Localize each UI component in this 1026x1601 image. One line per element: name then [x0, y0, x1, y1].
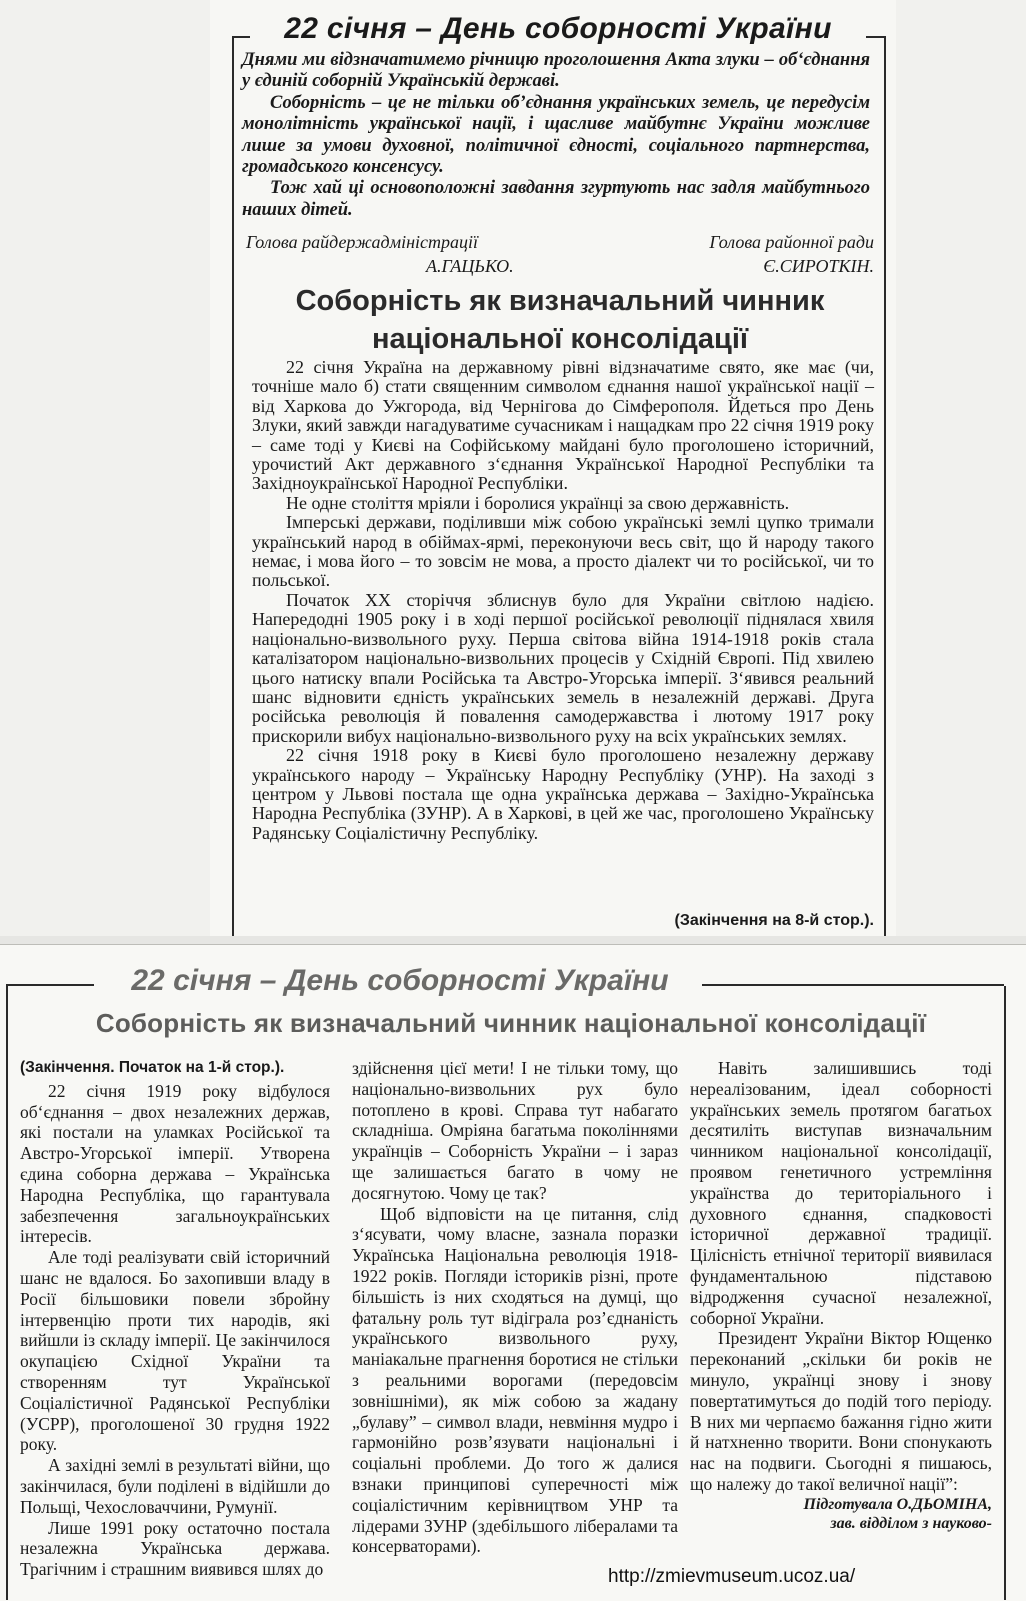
signature-title: Голова райдержадміністрації [246, 232, 479, 252]
signature-name: Є.СИРОТКІН. [763, 256, 874, 276]
top-banner-title: 22 січня – День соборності України [252, 12, 864, 46]
article-paragraph: здійснення цієї мети! І не тільки тому, що національно-визвольних рух було потоплено в крові. Справа тут набагато складніша. Омріяна багатьма поколіннями українців – Соборність України – і зараз ще залишається багато в чому не досягнутою. Чому це так? [352, 1058, 678, 1203]
article-paragraph: А західні землі в результаті війни, що закінчилася, були поділені в відійшли до Польщі, Чехословаччини, Румунії. [20, 1455, 330, 1517]
frame-rule-left [232, 36, 250, 38]
article-headline: Соборність як визначальний чинник національної консолідації [295, 285, 825, 355]
article-body [252, 358, 874, 843]
frame-rule-right [702, 984, 1004, 986]
article-paragraph: Не одне століття мріяли і боролися українці за свою державність. [286, 492, 790, 513]
article-column-1 [20, 1058, 330, 1580]
article-paragraph: Президент України Віктор Ющенко переконаний „скільки би років не минуло, українці знову і знову повертатимуться до подій того періоду. В них ми черпаємо бажання гідно жити й натхненно творити. Вони спонукають нас на подвиги. Сьогодні я пишаюсь, що належу до такої величної нації”: [690, 1328, 992, 1494]
author-credit [690, 1495, 992, 1533]
continuation-note: (Закінчення на 8-й стор.). [674, 912, 874, 929]
article-column-2 [352, 1058, 678, 1557]
author-position: зав. відділом з науково- [830, 1514, 992, 1532]
signature-name: А.ГАЦЬКО. [426, 256, 514, 276]
article-paragraph: 22 січня Україна на державному рівні відзначатиме свято, яке має (чи, точніше мало б) стати священним символом єднання нашої української нації – від Харкова до Ужгорода, від Чернігова до Сімферополя. Йдеться про День Злуки, який завжди нагадуватиме сучасникам і нащадкам про 22 січня 1919 року – саме тоді у Києві на Софійському майдані було проголошено історичний, урочистий Акт державного з‘єднання Української Народної Республіки та Західноукраїнської Народної Республіки. [252, 357, 874, 494]
frame-rule-right [866, 36, 884, 38]
article-paragraph: Навіть залишившись тоді нереалізованим, ідеал соборності українських земель протягом багатьох десятиліть виступав визначальним чинником національної консолідації, проявом генетичного устремління українства до територіального і духовного єднання, спадковості історичної державної традиції. Цілісність етнічної території виявилася фундаментальною підставою відродження сучасної незалежної, соборної України. [690, 1058, 992, 1328]
signature-title: Голова районної ради [709, 232, 874, 252]
article-paragraph: Лише 1991 року остаточно постала незалежна Українська держава. Трагічним і страшним виявився шлях до [20, 1517, 330, 1580]
frame-rule-left [6, 984, 94, 986]
intro-paragraph: Соборність – це не тільки об’єднання українських земель, це передусім монолітність української нації, і щасливе майбутнє України можливе лише за умови духовної, політичної єдності, соціального партнерства, громадського консенсусу. [242, 92, 870, 178]
article-column-3 [690, 1058, 992, 1533]
intro-address [242, 50, 870, 221]
intro-paragraph: Днями ми відзначатимемо річницю проголошення Акта злуки – об‘єднання у єдиній соборній Українській державі. [242, 50, 870, 92]
continuation-note: (Закінчення. Початок на 1-й стор.). [20, 1059, 285, 1076]
bottom-banner-title: 22 січня – День соборності України [131, 964, 669, 997]
article-paragraph: 22 січня 1918 року в Києві було проголошено незалежну державу українського народу – Українську Народну Республіку (УНР). На заході з центром у Львові постала ще одна українська держава – Західно-Українська Народна Республіка (ЗУНР). А в Харкові, в цей же час, проголошено Українську Радянську Соціалістичну Республіку. [252, 745, 874, 843]
watermark-url[interactable]: http://zmievmuseum.ucoz.ua/ [608, 1566, 988, 1588]
intro-paragraph: Тож хай ці основоположні завдання згуртують нас задля майбутнього наших дітей. [242, 178, 870, 220]
author-name: Підготувала О.ДЬОМІНА, [803, 1495, 992, 1513]
article-paragraph: Щоб відповісти на це питання, слід з‘ясувати, чому власне, зазнала поразки Українська Національна революція 1918-1922 років. Погляди істориків різні, проте більшість із них сходяться на думці, що фатальну роль тут відіграла роз’єднаність українського визвольного руху, маніакальне прагнення боротися не стільки з реальними ворогами (передовсім зовнішніми), як між собою за жадану „булаву” – символ влади, невміння мудро і гармонійно розв’язувати національні і соціальні проблеми. До того ж далися взнаки принципові суперечності між соціалістичним керівництвом УНР та лідерами ЗУНР (здебільшого лібералами та консерваторами). [352, 1203, 678, 1557]
signature-left [246, 230, 566, 278]
article-paragraph: Початок ХХ сторіччя зблиснув було для України світлою надією. Напередодні 1905 року і в ході першої російської революції піднялася хвиля національно-визвольного руху. Перша світова війна 1914-1918 років стала каталізатором національно-визвольних процесів у Східній Європі. Під хвилею цього натиску впали Російська та Австро-Угорська імперії. З‘явився реальний шанс відновити єдність українських земель в незалежній державі. Друга російська революція й повалення самодержавства і лютому 1917 року прискорили вибух національно-визвольного руху на всіх українських землях. [252, 589, 874, 746]
article-paragraph: 22 січня 1919 року відбулося об‘єднання – двох незалежних держав, які постали на уламках Російської та Австро-Угорської імперії. Утворена єдина соборна держава – Українська Народна Республіка, що гарантувала забезпечення загальноукраїнських інтересів. [20, 1080, 330, 1247]
article-headline: Соборність як визначальний чинник національної консолідації [95, 1008, 927, 1038]
article-paragraph: Імперські держави, поділивши між собою українські землі цупко тримали український народ в обіймах-ярмі, переконуючи весь світ, що й народу такого немає, і мова його – то зовсім не мова, а просто діалект чи то російської, чи то польської. [252, 512, 874, 591]
article-paragraph: Але тоді реалізувати свій історичний шанс не вдалося. Бо захопивши владу в Росії більшовики повели збройну інтервенцію проти тих народів, які вийшли із складу імперії. Це закінчилося окупацією Східної України та створенням тут Української Соціалістичної Радянської Республіки (УСРР), проголошеної 30 грудня 1922 року. [20, 1247, 330, 1455]
signature-right [654, 230, 874, 278]
